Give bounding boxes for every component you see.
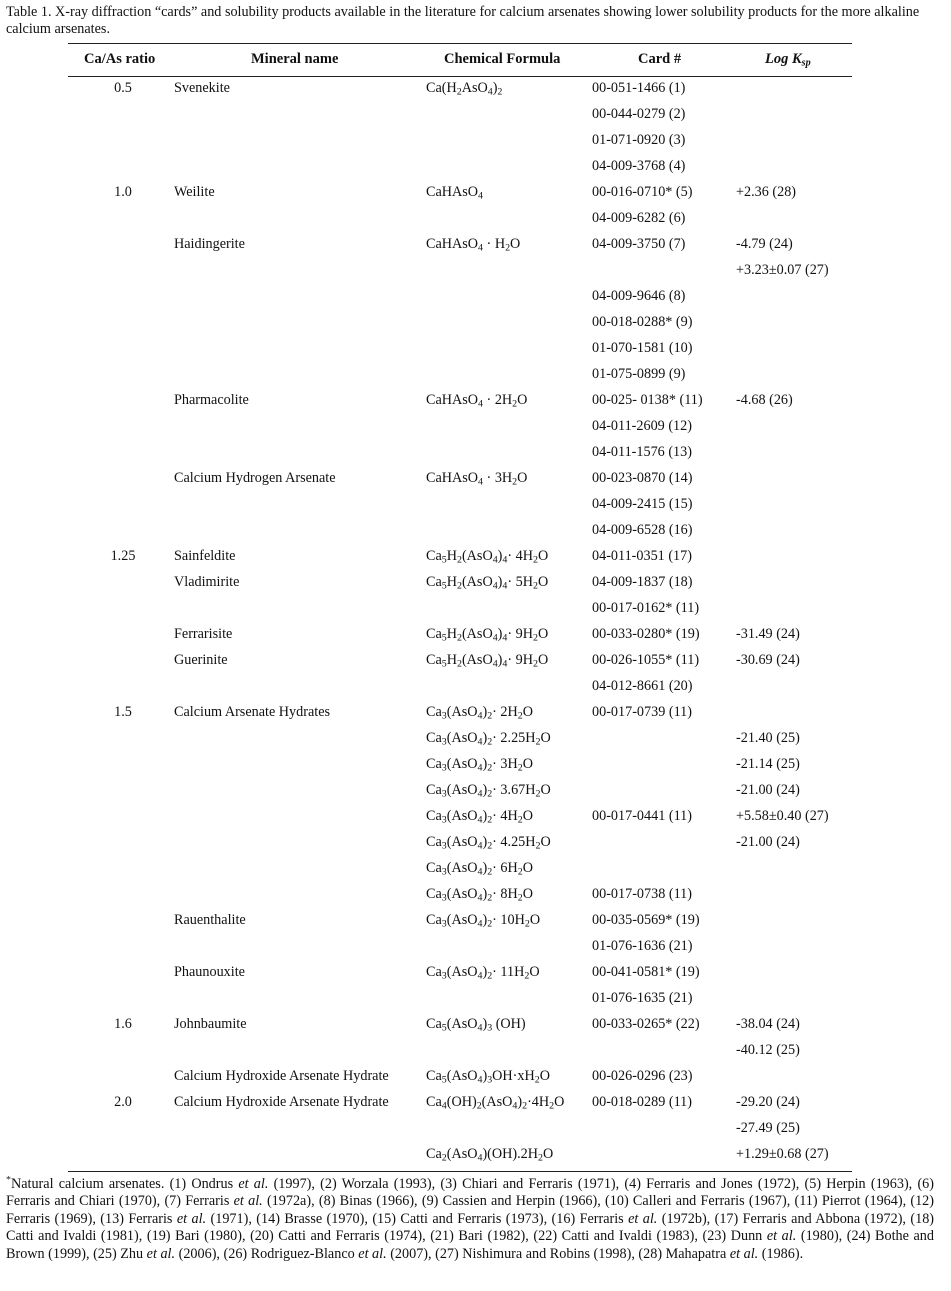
- table-footnote: *Natural calcium arsenates. (1) Ondrus et al. (1997), (2) Worzala (1993), (3) Chiari and Ferraris (1971), (4) Ferraris and Jones (1972), (5) Herpin (1963), (6) Ferraris and Chiari (1970), (7) Ferraris et al. (1972a), (8) Binas (1966), (9) Cassien and Herpin (1966), (10) Calleri and Ferraris (1967), (11) Pierrot (1964), (12) Ferraris (1969), (13) Ferraris et al. (1971), (14) Brasse (1970), (15) Catti and Ferraris (1973), (16) Ferraris et al. (1972b), (17) Ferraris and Abbona (1972), (18) Catti and Ivaldi (1981), (19) Bari (1980), (20) Catti and Ferraris (1974), (21) Bari (1982), (22) Catti and Ivaldi (1983), (23) Dunn et al. (1980), (24) Bothe and Brown (1999), (25) Zhu et al. (2006), (26) Rodriguez-Blanco et al. (2007), (27) Nishimura and Robins (1998), (28) Mahapatra et al. (1986).: [6, 1174, 935, 1262]
- header-mineral: Mineral name: [251, 51, 339, 67]
- cell-card: 04-009-9646 (8): [592, 288, 686, 304]
- cell-ratio: 1.25: [110, 548, 136, 564]
- cell-logk: -27.49 (25): [736, 1120, 800, 1136]
- cell-card: 00-033-0265* (22): [592, 1016, 700, 1032]
- cell-card: 04-009-3750 (7): [592, 236, 686, 252]
- cell-card: 00-026-0296 (23): [592, 1068, 693, 1084]
- cell-mineral: Ferrarisite: [174, 626, 233, 642]
- cell-formula: $Ca_5H_2(AsO_4)_4\cdot 9H_2O$: [426, 652, 549, 670]
- cell-formula: CaHAsO$_4$ · $3H_2O$: [426, 470, 528, 488]
- cell-logk: -4.68 (26): [736, 392, 793, 408]
- cell-card: 00-017-0739 (11): [592, 704, 692, 720]
- cell-ratio: 1.5: [114, 704, 132, 720]
- cell-formula: CaHAsO$_4$ · $2H_2O$: [426, 392, 528, 410]
- cell-logk: +1.29±0.68 (27): [736, 1146, 829, 1162]
- header-logk-prefix: Log K: [765, 51, 802, 67]
- cell-mineral: Svenekite: [174, 80, 230, 96]
- cell-formula: $Ca_3(AsO_4)_2\cdot 3.67H_2O$: [426, 782, 551, 800]
- cell-card: 00-018-0288* (9): [592, 314, 693, 330]
- cell-card: 04-009-6528 (16): [592, 522, 693, 538]
- cell-card: 00-033-0280* (19): [592, 626, 700, 642]
- cell-formula: $Ca_3(AsO_4)_2\cdot 6H_2O$: [426, 860, 533, 878]
- cell-card: 04-011-0351 (17): [592, 548, 692, 564]
- cell-formula: $Ca_3(AsO_4)_2\cdot 10H_2O$: [426, 912, 541, 930]
- cell-mineral: Sainfeldite: [174, 548, 236, 564]
- cell-logk: -4.79 (24): [736, 236, 793, 252]
- cell-formula: $Ca_4(OH)_2(AsO_4)_2\cdot 4H_2O$: [426, 1094, 565, 1112]
- cell-ratio: 1.0: [114, 184, 132, 200]
- cell-formula: $Ca_3(AsO_4)_2\cdot 4H_2O$: [426, 808, 533, 826]
- cell-mineral: Calcium Arsenate Hydrates: [174, 704, 331, 720]
- header-card: Card #: [638, 51, 682, 67]
- cell-mineral: Rauenthalite: [174, 912, 246, 928]
- cell-mineral: Calcium Hydroxide Arsenate Hydrate: [174, 1068, 389, 1084]
- cell-formula: $Ca_5(AsO_4)_3$ (OH): [426, 1016, 526, 1034]
- cell-formula: $Ca_3(AsO_4)_2\cdot 8H_2O$: [426, 886, 533, 904]
- cell-logk: +2.36 (28): [736, 184, 797, 200]
- cell-card: 04-009-1837 (18): [592, 574, 693, 590]
- cell-card: 00-041-0581* (19): [592, 964, 700, 980]
- cell-card: 00-023-0870 (14): [592, 470, 693, 486]
- cell-ratio: 2.0: [114, 1094, 132, 1110]
- cell-formula: CaHAsO$_4$: [426, 184, 483, 202]
- cell-card: 00-025- 0138* (11): [592, 392, 703, 408]
- cell-ratio: 0.5: [114, 80, 132, 96]
- cell-formula: CaHAsO$_4$ · $H_2O$: [426, 236, 521, 254]
- cell-mineral: Haidingerite: [174, 236, 245, 252]
- cell-mineral: Vladimirite: [174, 574, 240, 590]
- cell-logk: -30.69 (24): [736, 652, 800, 668]
- table-bottom-rule: [68, 1171, 852, 1172]
- cell-card: 01-076-1636 (21): [592, 938, 693, 954]
- cell-card: 01-076-1635 (21): [592, 990, 693, 1006]
- cell-logk: -21.00 (24): [736, 782, 800, 798]
- header-logk-sub: sp: [801, 57, 811, 69]
- cell-logk: -40.12 (25): [736, 1042, 800, 1058]
- cell-logk: -21.14 (25): [736, 756, 800, 772]
- cell-formula: $Ca_5H_2(AsO_4)_4\cdot 4H_2O$: [426, 548, 549, 566]
- cell-card: 00-018-0289 (11): [592, 1094, 692, 1110]
- cell-logk: +3.23±0.07 (27): [736, 262, 829, 278]
- cell-formula: $Ca(H_2AsO_4)_2$: [426, 80, 503, 98]
- cell-card: 00-026-1055* (11): [592, 652, 700, 668]
- cell-card: 01-071-0920 (3): [592, 132, 686, 148]
- cell-formula: $Ca_5H_2(AsO_4)_4\cdot 5H_2O$: [426, 574, 549, 592]
- cell-card: 04-009-6282 (6): [592, 210, 686, 226]
- cell-card: 00-016-0710* (5): [592, 184, 693, 200]
- cell-formula: $Ca_2(AsO_4)(OH).2H_2O$: [426, 1146, 554, 1164]
- cell-logk: -21.40 (25): [736, 730, 800, 746]
- cell-mineral: Weilite: [174, 184, 215, 200]
- cell-formula: $Ca_3(AsO_4)_2\cdot 3H_2O$: [426, 756, 533, 774]
- cell-mineral: Calcium Hydroxide Arsenate Hydrate: [174, 1094, 389, 1110]
- cell-mineral: Calcium Hydrogen Arsenate: [174, 470, 336, 486]
- header-logk: [765, 51, 811, 68]
- cell-card: 00-017-0441 (11): [592, 808, 692, 824]
- cell-card: 04-012-8661 (20): [592, 678, 693, 694]
- cell-card: 00-017-0162* (11): [592, 600, 700, 616]
- cell-card: 00-051-1466 (1): [592, 80, 686, 96]
- table-header-rule: [68, 76, 852, 77]
- cell-card: 01-075-0899 (9): [592, 366, 686, 382]
- header-ratio: Ca/As ratio: [84, 51, 156, 67]
- cell-formula: $Ca_3(AsO_4)_2\cdot 2.25H_2O$: [426, 730, 551, 748]
- table-caption: Table 1. X-ray diffraction “cards” and solubility products available in the literature for calcium arsenates showing lower solubility products for the more alkaline calcium arsenates.: [6, 4, 920, 37]
- cell-mineral: Johnbaumite: [174, 1016, 247, 1032]
- cell-formula: $Ca_5(AsO_4)_3OH\cdot xH_2O$: [426, 1068, 550, 1086]
- cell-logk: -21.00 (24): [736, 834, 800, 850]
- cell-ratio: 1.6: [114, 1016, 132, 1032]
- table-top-rule: [68, 43, 852, 44]
- cell-card: 01-070-1581 (10): [592, 340, 693, 356]
- cell-logk: -38.04 (24): [736, 1016, 800, 1032]
- cell-formula: $Ca_3(AsO_4)_2\cdot 11H_2O$: [426, 964, 540, 982]
- cell-formula: $Ca_3(AsO_4)_2\cdot 2H_2O$: [426, 704, 533, 722]
- cell-card: 00-044-0279 (2): [592, 106, 686, 122]
- cell-logk: -31.49 (24): [736, 626, 800, 642]
- cell-mineral: Pharmacolite: [174, 392, 249, 408]
- cell-card: 04-009-2415 (15): [592, 496, 693, 512]
- header-formula: Chemical Formula: [444, 51, 561, 67]
- cell-card: 00-035-0569* (19): [592, 912, 700, 928]
- cell-mineral: Guerinite: [174, 652, 228, 668]
- cell-formula: $Ca_5H_2(AsO_4)_4\cdot 9H_2O$: [426, 626, 549, 644]
- cell-card: 00-017-0738 (11): [592, 886, 692, 902]
- cell-card: 04-011-1576 (13): [592, 444, 692, 460]
- cell-logk: +5.58±0.40 (27): [736, 808, 829, 824]
- cell-mineral: Phaunouxite: [174, 964, 245, 980]
- cell-card: 04-009-3768 (4): [592, 158, 686, 174]
- cell-formula: $Ca_3(AsO_4)_2\cdot 4.25H_2O$: [426, 834, 551, 852]
- cell-card: 04-011-2609 (12): [592, 418, 692, 434]
- cell-logk: -29.20 (24): [736, 1094, 800, 1110]
